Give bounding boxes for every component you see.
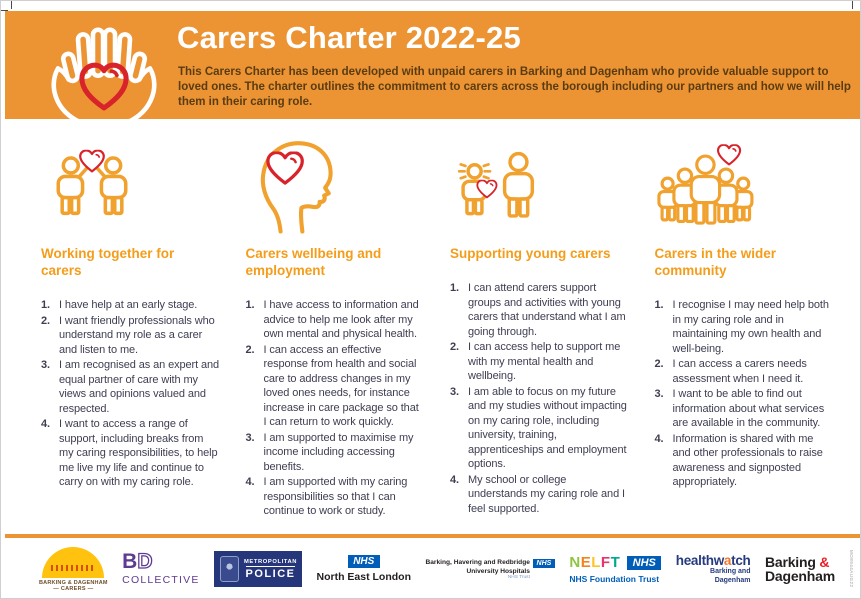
column-wellbeing-employment <box>246 133 425 520</box>
crop-mark <box>11 1 12 9</box>
column-wider-community <box>655 133 834 520</box>
list-item: I have help at an early stage. <box>59 299 198 311</box>
list-item: Information is shared with me and other professionals to raise awareness and signposted appropriately. <box>672 432 823 488</box>
nhs-lozenge-icon: NHS <box>533 559 555 568</box>
column-heading: Carers in the wider community <box>654 246 777 278</box>
list-item: I can access a carers needs assessment when I need it. <box>672 358 807 385</box>
list-item: I have access to information and advice to help me look after my own mental and physical health. <box>263 299 419 340</box>
nelft-logo: NELFT NHS NHS Foundation Trust <box>569 554 661 584</box>
list-item: I want to access a range of support, including breaks from my caring responsibilities, to help me live my life and continue to carry on with my caring role. <box>59 418 218 488</box>
page-title: Carers Charter 2022-25 <box>177 20 521 55</box>
list-item: I can attend carers support groups and activities with young carers that understand what I am going through. <box>468 282 626 338</box>
head-profile-heart-icon <box>246 135 346 237</box>
sunrise-icon <box>42 547 104 578</box>
community-group-heart-icon <box>655 135 759 237</box>
police-crest-icon <box>220 556 239 582</box>
charter-list <box>246 298 425 519</box>
nhs-lozenge-icon: NHS <box>627 556 661 570</box>
charter-columns <box>41 133 833 520</box>
partner-logos <box>39 544 835 594</box>
print-reference-code: MO8944AUG22 <box>849 550 854 588</box>
column-young-carers <box>450 133 629 520</box>
nhs-lozenge-icon: NHS <box>348 555 380 568</box>
nhs-north-east-london-logo: NHS North East London <box>316 556 411 583</box>
barking-dagenham-carers-logo: BARKING & DAGENHAM — CARERS — <box>39 547 108 592</box>
column-heading: Carers wellbeing and employment <box>245 246 382 278</box>
header-banner <box>5 11 860 119</box>
charter-list <box>41 298 220 490</box>
list-item: I want friendly professionals who understand my role as a carer and listen to me. <box>59 314 215 356</box>
charter-list <box>655 298 834 490</box>
column-heading: Working together for carers <box>41 246 175 278</box>
list-item: I recognise I may need help both in my caring role and in maintaining my own health and well-being. <box>672 299 829 355</box>
barking-dagenham-council-logo: Barking & Dagenham <box>764 553 835 584</box>
list-item: I am recognised as an expert and equal partner of care with my views and opinions valued and respected. <box>59 359 220 415</box>
bhr-university-hospitals-logo: Barking, Havering and Redbridge NHS University Hospitals NHS Trust <box>425 559 554 580</box>
list-item: I can access help to support me with my mental health and wellbeing. <box>468 341 621 382</box>
list-item: My school or college understands my caring role and I feel supported. <box>468 473 625 515</box>
list-item: I can access an effective response from health and social care to address changes in my loved ones needs, for instance increase in care package so that I can return to work quickly. <box>263 343 419 428</box>
footer-divider <box>5 534 860 538</box>
list-item: I am supported to maximise my income including accessing benefits. <box>263 431 414 473</box>
page-subtitle: This Carers Charter has been developed with unpaid carers in Barking and Dagenham who provide valuable support to loved ones. The charter outlines the commitment to carers across the borough including our partners and how we will help them in their caring role. <box>178 66 851 108</box>
list-item: I am able to focus on my future and my studies without impacting on my caring role, including university, training, apprenticeships and employment options. <box>468 385 627 470</box>
metropolitan-police-logo: METROPOLITAN POLICE <box>214 551 302 587</box>
bd-collective-logo: BD COLLECTIVE <box>122 550 200 586</box>
list-item: I am supported with my caring responsibilities so that I can continue to work or study. <box>263 476 408 517</box>
charter-list <box>450 281 629 516</box>
column-heading: Supporting young carers <box>450 246 611 261</box>
column-working-together <box>41 133 220 520</box>
two-carers-heart-icon <box>41 141 143 237</box>
young-carer-adult-icon <box>450 141 550 237</box>
list-item: I want to be able to find out information about what services are available in the community. <box>672 388 825 429</box>
crop-mark <box>852 1 853 9</box>
healthwatch-logo: healthwatch Barking and Dagenham <box>675 553 751 584</box>
hands-holding-heart-icon <box>35 23 173 123</box>
